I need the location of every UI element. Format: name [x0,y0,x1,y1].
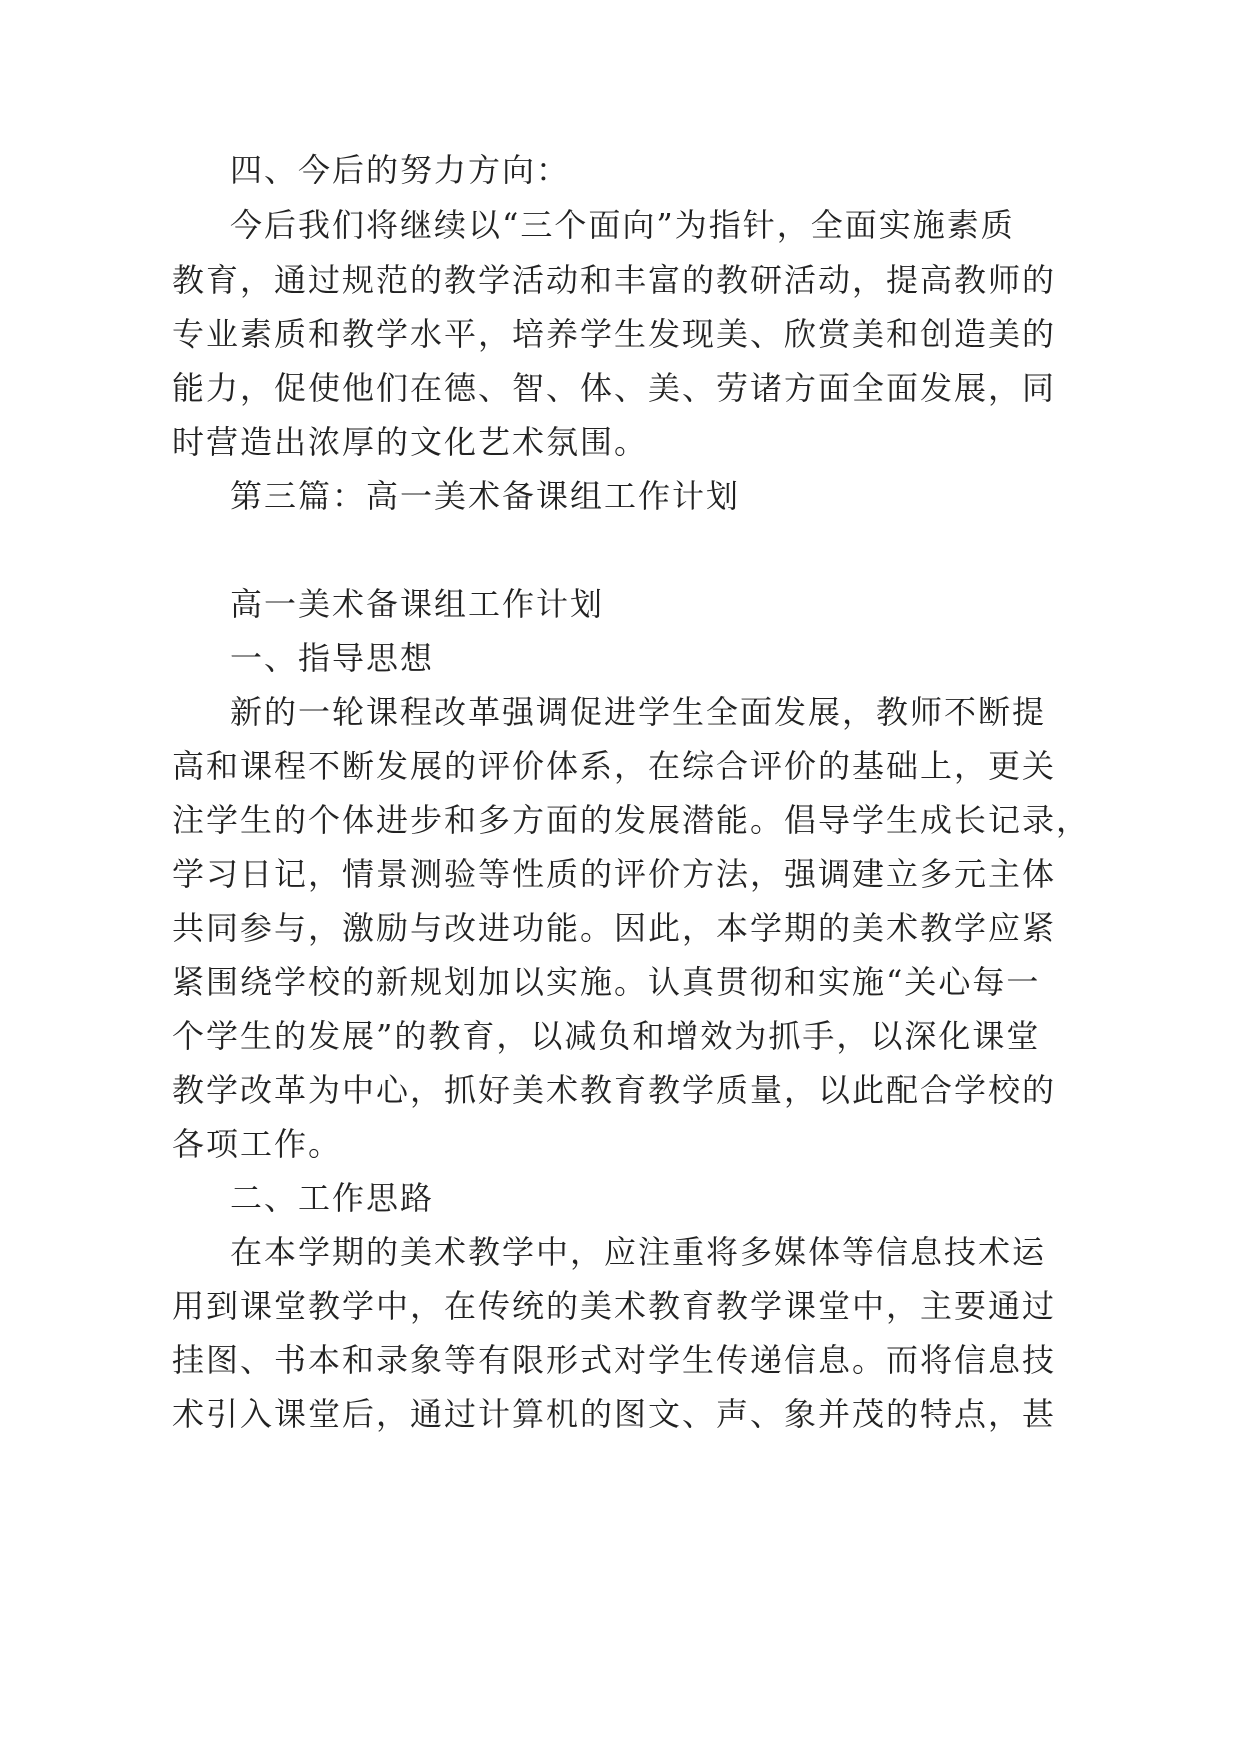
section-heading-work-approach: 二、工作思路 [230,1179,435,1217]
paragraph-line: 高和课程不断发展的评价体系，在综合评价的基础上，更关 [172,747,1057,785]
paragraph-line: 学习日记，情景测验等性质的评价方法，强调建立多元主体 [172,855,1057,893]
paragraph-line: 个学生的发展”的教育，以减负和增效为抓手，以深化课堂 [172,1017,1041,1055]
paragraph-line: 时营造出浓厚的文化艺术氛围。 [172,423,649,461]
paragraph-line: 各项工作。 [172,1125,343,1163]
paragraph-line: 今后我们将继续以“三个面向”为指针，全面实施素质 [230,206,1015,244]
paragraph-line: 挂图、书本和录象等有限形式对学生传递信息。而将信息技 [172,1341,1057,1379]
chapter-title: 第三篇：高一美术备课组工作计划 [230,477,741,515]
paragraph-line: 注学生的个体进步和多方面的发展潜能。倡导学生成长记录， [172,801,1091,839]
paragraph-line: 共同参与，激励与改进功能。因此，本学期的美术教学应紧 [172,909,1057,947]
paragraph-line: 能力，促使他们在德、智、体、美、劳诸方面全面发展，同 [172,369,1057,407]
section-heading-guiding-thought: 一、指导思想 [230,639,435,677]
section-heading-future-direction: 四、今后的努力方向： [230,151,571,189]
paragraph-line: 新的一轮课程改革强调促进学生全面发展，教师不断提 [230,693,1047,731]
paragraph-line: 教学改革为中心，抓好美术教育教学质量，以此配合学校的 [172,1071,1057,1109]
paragraph-line: 术引入课堂后，通过计算机的图文、声、象并茂的特点，甚 [172,1395,1057,1433]
paragraph-line: 紧围绕学校的新规划加以实施。认真贯彻和实施“关心每一 [172,963,1041,1001]
paragraph-line: 在本学期的美术教学中，应注重将多媒体等信息技术运 [230,1233,1047,1271]
paragraph-line: 用到课堂教学中，在传统的美术教育教学课堂中，主要通过 [172,1287,1057,1325]
paragraph-line: 专业素质和教学水平，培养学生发现美、欣赏美和创造美的 [172,315,1057,353]
paragraph-line: 教育，通过规范的教学活动和丰富的教研活动，提高教师的 [172,261,1057,299]
document-title: 高一美术备课组工作计划 [230,585,605,623]
